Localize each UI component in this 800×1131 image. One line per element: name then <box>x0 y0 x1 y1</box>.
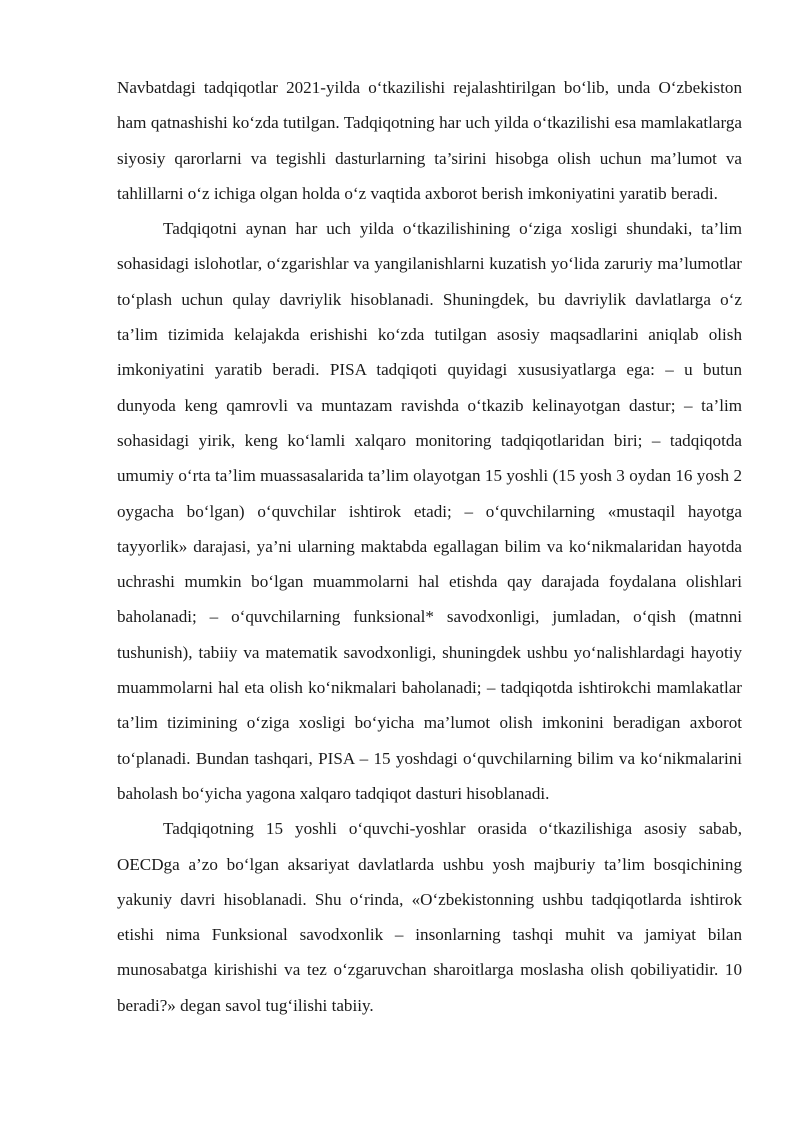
paragraph-3: Tadqiqotning 15 yoshli o‘quvchi-yoshlar orasida o‘tkazilishiga asosiy sabab, OECDga a’zo bo‘lgan aksariyat davlatlarda ushbu yosh majburiy ta’lim bosqichining yakuniy davri hisoblanadi. Shu o‘rinda, «O‘zbekistonning ushbu tadqiqotlarda ishtirok etishi nima Funksional savodxonlik – insonlarning tashqi muhit va jamiyat bilan munosabatga kirishishi va tez o‘zgaruvchan sharoitlarga moslasha olish qobiliyatidir. 10 beradi?» degan savol tug‘ilishi tabiiy. <box>117 819 742 1015</box>
document-page <box>117 70 742 1023</box>
paragraph-2: Tadqiqotni aynan har uch yilda o‘tkazilishining o‘ziga xosligi shundaki, ta’lim sohasidagi islohotlar, o‘zgarishlar va yangilanishlarni kuzatish yo‘lida zaruriy ma’lumotlar to‘plash uchun qulay davriylik hisoblanadi. Shuningdek, bu davriylik davlatlarga o‘z ta’lim tizimida kelajakda erishishi ko‘zda tutilgan asosiy maqsadlarini aniqlab olish imkoniyatini yaratib beradi. PISA tadqiqoti quyidagi xususiyatlarga ega: – u butun dunyoda keng qamrovli va muntazam ravishda o‘tkazib kelinayotgan dastur; – ta’lim sohasidagi yirik, keng ko‘lamli xalqaro monitoring tadqiqotlaridan biri; – tadqiqotda umumiy o‘rta ta’lim muassasalarida ta’lim olayotgan 15 yoshli (15 yosh 3 oydan 16 yosh 2 oygacha bo‘lgan) o‘quvchilar ishtirok etadi; – o‘quvchilarning «mustaqil hayotga tayyorlik» darajasi, ya’ni ularning maktabda egallagan bilim va ko‘nikmalaridan hayotda uchrashi mumkin bo‘lgan muammolarni hal etishda qay darajada foydalana olishlari baholanadi; – o‘quvchilarning funksional* savodxonligi, jumladan, o‘qish (matnni tushunish), tabiiy va matematik savodxonligi, shuningdek ushbu yo‘nalishlardagi hayotiy muammolarni hal eta olish ko‘nikmalari baholanadi; – tadqiqotda ishtirokchi mamlakatlar ta’lim tizimining o‘ziga xosligi bo‘yicha ma’lumot olish imkonini beradigan axborot to‘planadi. Bundan tashqari, PISA – 15 yoshdagi o‘quvchilarning bilim va ko‘nikmalarini baholash bo‘yicha yagona xalqaro tadqiqot dasturi hisoblanadi. <box>117 219 742 803</box>
paragraph-1: Navbatdagi tadqiqotlar 2021-yilda o‘tkazilishi rejalashtirilgan bo‘lib, unda O‘zbekiston ham qatnashishi ko‘zda tutilgan. Tadqiqotning har uch yilda o‘tkazilishi esa mamlakatlarga siyosiy qarorlarni va tegishli dasturlarning ta’sirini hisobga olish uchun ma’lumot va tahlillarni o‘z ichiga olgan holda o‘z vaqtida axborot berish imkoniyatini yaratib beradi. <box>117 78 742 203</box>
